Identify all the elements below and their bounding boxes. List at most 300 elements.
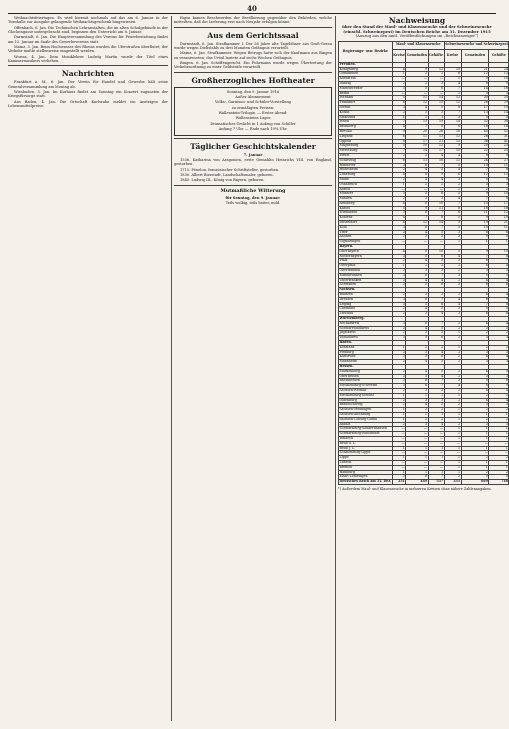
court-heading: Aus dem Gerichtssaal <box>207 30 299 40</box>
table-cell: 4 <box>489 355 509 360</box>
table-cell: — <box>406 432 428 437</box>
table-cell: — <box>406 427 428 432</box>
table-cell: 2 <box>428 182 444 187</box>
table-cell: 1 <box>428 393 444 398</box>
table-cell: — <box>428 451 444 456</box>
table-cell: 3 <box>392 163 406 168</box>
row-label: Oberhessen <box>339 374 393 379</box>
row-label: Baden. <box>339 341 393 346</box>
table-cell: 4 <box>428 153 444 158</box>
table-cell: 6 <box>461 312 489 317</box>
section-divider <box>174 138 332 139</box>
table-cell: — <box>406 460 428 465</box>
table-cell: 6 <box>428 283 444 288</box>
table-cell: 2 <box>392 331 406 336</box>
table-cell: 4 <box>406 105 428 110</box>
column-middle <box>174 16 332 721</box>
table-cell: 2 <box>444 321 461 326</box>
table-cell: 1 <box>444 240 461 245</box>
table-cell: 6 <box>444 173 461 178</box>
row-label: Braunschweig <box>339 403 393 408</box>
table-cell: 9 <box>461 77 489 82</box>
table-cell: 3 <box>444 259 461 264</box>
table-cell: 5 <box>461 379 489 384</box>
table-cell: 4 <box>428 374 444 379</box>
table-cell: 1 <box>392 470 406 475</box>
table-cell: 7 <box>428 297 444 302</box>
table-cell: 2 <box>392 278 406 283</box>
table-cell: 7 <box>428 321 444 326</box>
table-cell: 4 <box>444 384 461 389</box>
table-cell: 16 <box>489 86 509 91</box>
table-cell: 5 <box>406 283 428 288</box>
table-cell: 10 <box>489 77 509 82</box>
table-cell: 8 <box>461 81 489 86</box>
table-cell: 9 <box>392 129 406 134</box>
row-label: Reuß ä. L. <box>339 441 393 446</box>
table-cell: 5 <box>406 254 428 259</box>
intro-paragraph: Weihnachtsfeiertagen. Es wird hiermit nochmals auf das am 6. Januar in der Turnhalle zur Ausgabe gelangende Weihnachtsgeschenk hingewiesen. <box>8 16 168 25</box>
table-cell: 6 <box>428 355 444 360</box>
table-cell: 4 <box>444 153 461 158</box>
table-body <box>339 62 509 479</box>
row-label: Osnabrück <box>339 182 393 187</box>
row-label: Anhalt <box>339 422 393 427</box>
table-cell: 3 <box>489 91 509 96</box>
news-item: Aus Baden, 4. Jan. Die Ortschaft Karlsruhe meldet ein Ansteigen der Lebensmittelpreise. <box>8 99 168 109</box>
table-cell: — <box>392 451 406 456</box>
row-label: Merseburg <box>339 149 393 154</box>
row-label: Frankfurt <box>339 101 393 106</box>
row-label: Potsdam <box>339 96 393 101</box>
table-cell: 3 <box>406 153 428 158</box>
column-right <box>338 16 508 721</box>
table-cell: 2 <box>428 408 444 413</box>
table-cell: 45 <box>461 129 489 134</box>
table-cell: 4 <box>489 293 509 298</box>
table-cell: 3 <box>489 269 509 274</box>
table-cell: 7 <box>428 379 444 384</box>
table-cell: 2 <box>392 388 406 393</box>
table-cell: 8 <box>461 384 489 389</box>
table-cell: 3 <box>489 360 509 365</box>
table-cell: 9 <box>489 153 509 158</box>
table-cell: 1 <box>461 240 489 245</box>
table-cell: 2 <box>444 355 461 360</box>
table-cell: 52 <box>489 129 509 134</box>
row-label: Düsseldorf <box>339 221 393 226</box>
table-cell: 1 <box>489 465 509 470</box>
table-cell: 13 <box>406 158 428 163</box>
table-cell: 2 <box>444 278 461 283</box>
table-cell: 9 <box>461 192 489 197</box>
table-header: Kreise <box>444 49 461 62</box>
table-cell: 3 <box>489 336 509 341</box>
table-cell: 2 <box>392 197 406 202</box>
calendar-item: 1715. Fénelon, französischer Schriftsteller, gestorben. <box>180 167 280 172</box>
table-cell: 1 <box>392 72 406 77</box>
table-cell: 4 <box>461 355 489 360</box>
table-cell: 10 <box>428 249 444 254</box>
total-cell: 537 <box>428 480 444 485</box>
row-label: Arnsberg <box>339 201 393 206</box>
news-item: Offenbach, 6. Jan. Die Technischen Lehranstalten, die im alten Schulgebäude in der Glockengasse untergebracht sind, beginnen den Unterricht am 8. Januar. <box>8 25 168 35</box>
table-cell: — <box>392 240 406 245</box>
table-cell: 2 <box>392 307 406 312</box>
table-cell: 2 <box>444 293 461 298</box>
table-cell: 4 <box>444 168 461 173</box>
table-cell: 5 <box>406 336 428 341</box>
table-cell: 6 <box>489 312 509 317</box>
table-cell: 6 <box>428 192 444 197</box>
table-cell: 1 <box>428 115 444 120</box>
table-cell: 6 <box>392 158 406 163</box>
table-cell: 3 <box>392 192 406 197</box>
table-cell: 3 <box>428 398 444 403</box>
table-cell: 1 <box>444 456 461 461</box>
table-cell: 5 <box>428 168 444 173</box>
row-label: Mecklenburg-Schwerin <box>339 384 393 389</box>
table-cell: 2 <box>392 168 406 173</box>
table-cell: 18 <box>489 125 509 130</box>
table-cell: 12 <box>444 134 461 139</box>
table-cell: 3 <box>428 197 444 202</box>
table-cell: 23 <box>489 144 509 149</box>
table-cell: 12 <box>406 221 428 226</box>
table-cell: 2 <box>489 456 509 461</box>
table-cell: 8 <box>489 168 509 173</box>
table-cell: 3 <box>392 302 406 307</box>
row-label: Lübeck <box>339 460 393 465</box>
row-label: Sachsen-Weimar <box>339 388 393 393</box>
row-label: Schwaben <box>339 283 393 288</box>
table-cell: 5 <box>461 307 489 312</box>
row-label: Reuß j. L. <box>339 446 393 451</box>
table-cell: 1 <box>406 412 428 417</box>
table-cell: 8 <box>406 201 428 206</box>
column-left <box>8 16 168 721</box>
row-label: Marienwerder <box>339 86 393 91</box>
table-subtitle: über den Stand der Maul- und Klauenseuche und der Schweineseuche (einschl. Schweinepest) im Deutschen Reiche am 31. Dezember 1915 <box>342 24 492 34</box>
table-cell: 6 <box>428 254 444 259</box>
table-cell: 15 <box>444 139 461 144</box>
table-cell: 11 <box>406 96 428 101</box>
page-number: 40 <box>247 4 257 13</box>
row-label: Koblenz <box>339 216 393 221</box>
table-cell: 5 <box>489 307 509 312</box>
table-cell: 4 <box>406 259 428 264</box>
news-heading: Nachrichten <box>61 69 115 79</box>
table-cell: 1 <box>392 264 406 269</box>
table-cell: 22 <box>461 149 489 154</box>
row-label: Bautzen <box>339 293 393 298</box>
table-cell: 26 <box>461 101 489 106</box>
table-cell: 3 <box>392 297 406 302</box>
table-cell: 15 <box>461 201 489 206</box>
table-cell: 9 <box>489 81 509 86</box>
calendar-entries <box>174 158 332 183</box>
table-header: Kreise <box>392 49 406 62</box>
table-cell: 1 <box>392 446 406 451</box>
table-cell: 9 <box>489 297 509 302</box>
table-cell: 2 <box>489 408 509 413</box>
table-cell: 1 <box>392 345 406 350</box>
table-cell: 14 <box>461 86 489 91</box>
row-label: Rheinhessen <box>339 379 393 384</box>
table-cell: 19 <box>489 105 509 110</box>
table-cell: 2 <box>392 177 406 182</box>
table-cell: 8 <box>406 173 428 178</box>
table-cell: 1 <box>406 456 428 461</box>
row-label: Leipzig <box>339 302 393 307</box>
row-label: Neckarkreis <box>339 321 393 326</box>
row-label: Oppeln <box>339 139 393 144</box>
table-cell: 3 <box>489 326 509 331</box>
row-label: Liegnitz <box>339 134 393 139</box>
table-cell: 2 <box>392 398 406 403</box>
table-cell: 4 <box>392 249 406 254</box>
table-cell: 2 <box>392 230 406 235</box>
table-cell: 2 <box>392 312 406 317</box>
table-cell: 3 <box>461 403 489 408</box>
table-cell: 2 <box>392 235 406 240</box>
table-cell: 5 <box>444 163 461 168</box>
table-cell: 3 <box>406 269 428 274</box>
table-cell: 2 <box>428 264 444 269</box>
table-cell: 8 <box>489 302 509 307</box>
row-label: Karlsruhe <box>339 355 393 360</box>
table-cell: 8 <box>489 254 509 259</box>
table-group-header: Schweineseuche und Schweinepest <box>444 41 509 49</box>
table-cell: 5 <box>406 86 428 91</box>
table-cell: 1 <box>489 436 509 441</box>
row-label: Elsaß-Lothringen <box>339 475 393 480</box>
table-cell: 1 <box>489 432 509 437</box>
table-cell: 7 <box>406 125 428 130</box>
table-cell: 5 <box>428 360 444 365</box>
table-cell: 1 <box>444 432 461 437</box>
table-cell: 2 <box>461 470 489 475</box>
table-cell: 4 <box>461 398 489 403</box>
table-cell: 2 <box>461 345 489 350</box>
column-separator <box>171 16 172 721</box>
table-cell: 2 <box>392 422 406 427</box>
table-cell: 7 <box>392 149 406 154</box>
row-label: Stade <box>339 177 393 182</box>
table-cell: 41 <box>489 139 509 144</box>
table-cell: 3 <box>392 283 406 288</box>
row-label: Unterfranken <box>339 278 393 283</box>
table-cell: 5 <box>444 77 461 82</box>
table-cell: 4 <box>461 369 489 374</box>
court-item: Mainz, 6. Jan. Strafkammer. Wegen Betrugs hatte sich der Kaufmann aus Bingen zu verantworten; das Urteil lautete auf sechs Wochen Gefängnis. <box>174 51 332 60</box>
table-cell: 24 <box>461 158 489 163</box>
theater-program <box>177 95 329 131</box>
row-label: Lüneburg <box>339 173 393 178</box>
row-label: Chemnitz <box>339 307 393 312</box>
table-cell: 3 <box>444 273 461 278</box>
table-cell: 5 <box>444 225 461 230</box>
table-cell: 3 <box>406 422 428 427</box>
table-cell: 2 <box>444 388 461 393</box>
table-cell: 1 <box>444 345 461 350</box>
table-cell: 9 <box>406 67 428 72</box>
table-cell: 5 <box>444 216 461 221</box>
table-cell: 4 <box>406 369 428 374</box>
table-cell: 4 <box>444 302 461 307</box>
table-cell: 16 <box>461 125 489 130</box>
table-cell: 4 <box>444 81 461 86</box>
table-group-header: Maul- und Klauenseuche <box>392 41 444 49</box>
news-item: Darmstadt, 6. Jan. Die Hauptversammlung des Vereins für Feuerbestattung findet am 12. Januar im Saale des Gewerbevereins statt. <box>8 35 168 44</box>
table-cell: 4 <box>461 278 489 283</box>
table-cell: 1 <box>444 436 461 441</box>
table-header-region: Regierungs- usw. Bezirke <box>339 41 393 62</box>
table-cell: 1 <box>428 446 444 451</box>
row-label: Mecklenburg-Strelitz <box>339 393 393 398</box>
table-cell: 2 <box>444 374 461 379</box>
table-cell: 12 <box>461 72 489 77</box>
row-label: Breslau <box>339 129 393 134</box>
table-cell: 6 <box>406 384 428 389</box>
table-cell: 2 <box>444 350 461 355</box>
table-cell: 1 <box>428 412 444 417</box>
table-cell: 3 <box>444 115 461 120</box>
theater-line: Dramatisches Gedicht in 1 Aufzug von Schiller <box>210 121 296 126</box>
table-cell: 3 <box>406 110 428 115</box>
row-label: Niederbayern <box>339 254 393 259</box>
table-cell: 14 <box>428 221 444 226</box>
table-cell: 4 <box>461 321 489 326</box>
table-cell: 11 <box>489 225 509 230</box>
table-cell: 2 <box>406 72 428 77</box>
table-cell: 10 <box>428 201 444 206</box>
table-cell: 36 <box>461 139 489 144</box>
table-cell: 3 <box>406 312 428 317</box>
table-cell: 1 <box>461 436 489 441</box>
table-cell: 32 <box>461 120 489 125</box>
table-cell: — <box>428 432 444 437</box>
table-cell: 2 <box>489 345 509 350</box>
table-cell: 4 <box>489 398 509 403</box>
table-cell: 7 <box>461 254 489 259</box>
theater-line: zu ermäßigten Preisen: <box>231 105 275 110</box>
table-cell: 9 <box>444 221 461 226</box>
table-cell: — <box>461 441 489 446</box>
table-cell: 2 <box>444 326 461 331</box>
table-cell: 2 <box>444 403 461 408</box>
table-cell: 5 <box>444 249 461 254</box>
table-cell: 1 <box>444 412 461 417</box>
calendar-date: 7. Januar <box>243 152 263 157</box>
table-cell: 30 <box>461 96 489 101</box>
table-cell: — <box>392 465 406 470</box>
table-cell: — <box>392 91 406 96</box>
table-cell: 14 <box>406 149 428 154</box>
table-cell: — <box>444 441 461 446</box>
table-cell: 8 <box>444 206 461 211</box>
table-cell: 3 <box>392 336 406 341</box>
table-cell: — <box>392 432 406 437</box>
table-cell: 1 <box>444 417 461 422</box>
table-cell: 1 <box>444 187 461 192</box>
table-cell: 1 <box>444 470 461 475</box>
table-cell: 3 <box>392 86 406 91</box>
court-item: Bingen, 6. Jan. Schöffengericht. Ein Fuhrmann wurde wegen Übertretung der Verkehrsordnung zu einer Geldstrafe verurteilt. <box>174 61 332 70</box>
table-cell: 10 <box>444 67 461 72</box>
table-cell: 2 <box>392 350 406 355</box>
table-cell: — <box>406 240 428 245</box>
table-cell: 8 <box>461 153 489 158</box>
row-label: Preußen. <box>339 62 393 67</box>
table-cell: 2 <box>428 72 444 77</box>
table-cell: 6 <box>406 273 428 278</box>
table-cell: 4 <box>406 168 428 173</box>
row-label: Trier <box>339 230 393 235</box>
table-cell: 12 <box>461 173 489 178</box>
table-cell: 1 <box>406 393 428 398</box>
table-cell: 11 <box>406 134 428 139</box>
table-cell: 5 <box>461 273 489 278</box>
table-cell: 2 <box>428 417 444 422</box>
row-label: Mittelfranken <box>339 273 393 278</box>
table-cell: 3 <box>428 331 444 336</box>
table-cell: 7 <box>461 302 489 307</box>
table-cell: 6 <box>406 379 428 384</box>
table-cell: 4 <box>406 278 428 283</box>
table-cell: 9 <box>461 249 489 254</box>
table-cell: 2 <box>461 456 489 461</box>
table-cell: 3 <box>461 326 489 331</box>
table-cell: 3 <box>392 211 406 216</box>
table-cell: 31 <box>489 134 509 139</box>
table-cell: 4 <box>461 293 489 298</box>
table-cell: 3 <box>444 235 461 240</box>
table-cell: 3 <box>461 422 489 427</box>
table-cell: 3 <box>489 350 509 355</box>
row-label: Pfalz <box>339 259 393 264</box>
table-cell: 5 <box>406 355 428 360</box>
table-cell: 1 <box>461 465 489 470</box>
table-cell: 1 <box>406 115 428 120</box>
table-cell: 1 <box>444 460 461 465</box>
row-label: Hildesheim <box>339 168 393 173</box>
table-cell: 6 <box>428 336 444 341</box>
table-cell: 3 <box>444 379 461 384</box>
table-cell: 4 <box>392 173 406 178</box>
table-cell: — <box>406 436 428 441</box>
table-cell: 1 <box>428 470 444 475</box>
section-divider <box>174 185 332 186</box>
row-label: Schleswig <box>339 158 393 163</box>
table-cell: 29 <box>489 101 509 106</box>
table-cell: 13 <box>428 134 444 139</box>
table-cell: 3 <box>489 403 509 408</box>
table-cell: 2 <box>461 393 489 398</box>
table-cell: 17 <box>406 139 428 144</box>
table-cell: 5 <box>428 259 444 264</box>
table-cell: — <box>392 187 406 192</box>
table-title: Nachweisung <box>388 16 446 25</box>
table-cell: 5 <box>461 475 489 480</box>
section-divider <box>8 65 168 66</box>
table-cell: 25 <box>489 149 509 154</box>
table-cell: 6 <box>444 211 461 216</box>
table-cell: 18 <box>489 206 509 211</box>
table-cell: 1 <box>489 412 509 417</box>
table-cell: 10 <box>489 249 509 254</box>
top-rule <box>8 13 496 14</box>
